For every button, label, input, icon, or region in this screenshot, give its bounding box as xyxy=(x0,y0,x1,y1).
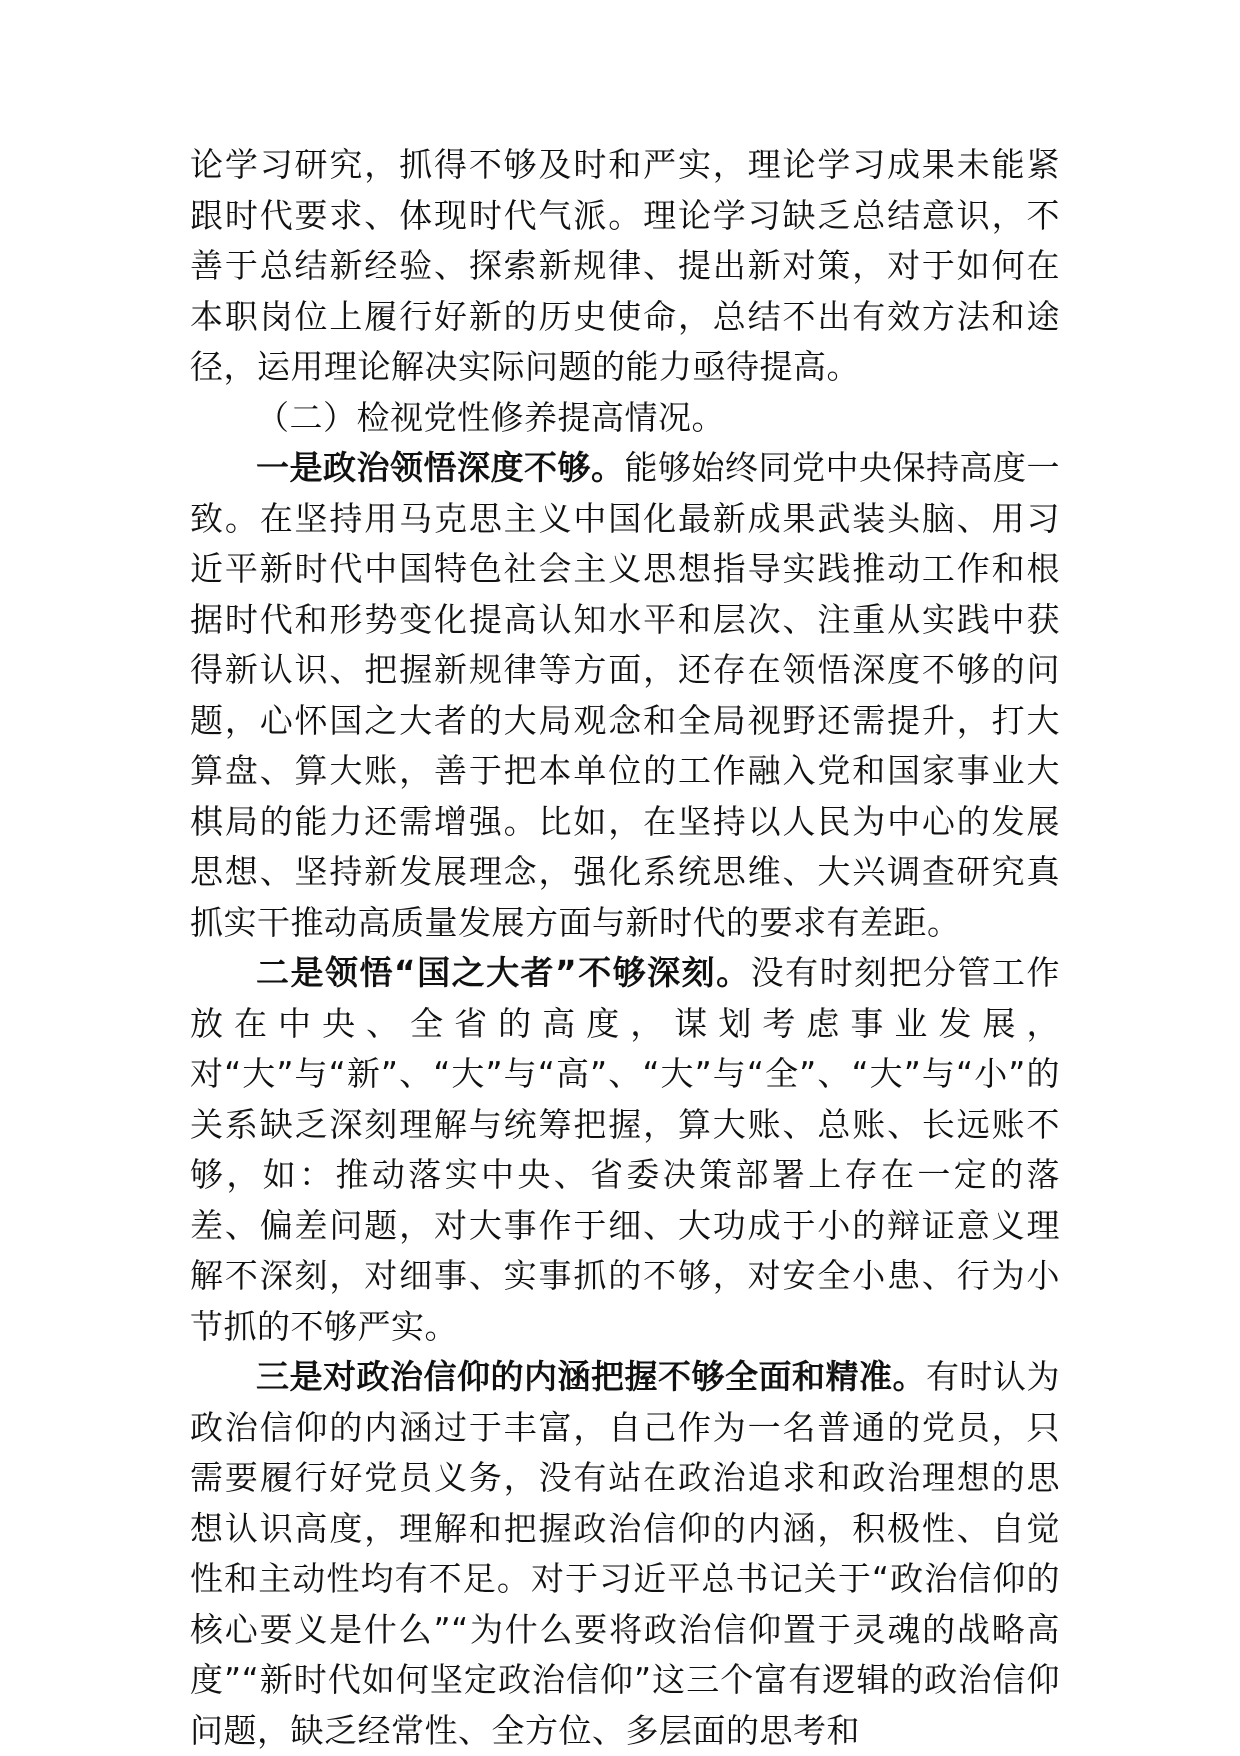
paragraph-text: 有时认为政治信仰的内涵过于丰富，自己作为一名普通的党员，只需要履行好党员义务，没有站在政治追求和政治理想的思想认识高度，理解和把握政治信仰的内涵，积极性、自觉性和主动性均有不足。对于习近平总书记关于“政治信仰的核心要义是什么”“为什么要将政治信仰置于灵魂的战略高度”“新时代如何坚定政治信仰”这三个富有逻辑的政治信仰问题，缺乏经常性、全方位、多层面的思考和 xyxy=(190,1357,1060,1750)
paragraph-continuation xyxy=(190,140,1060,393)
paragraph-lead: 二是领悟“国之大者”不够深刻。 xyxy=(256,953,751,992)
paragraph-item-2 xyxy=(190,948,1060,1352)
paragraph-lead: 三是对政治信仰的内涵把握不够全面和精准。 xyxy=(256,1357,926,1396)
paragraph-text: 能够始终同党中央保持高度一致。在坚持用马克思主义中国化最新成果武装头脑、用习近平新时代中国特色社会主义思想指导实践推动工作和根据时代和形势变化提高认知水平和层次、注重从实践中获得新认识、把握新规律等方面，还存在领悟深度不够的问题，心怀国之大者的大局观念和全局视野还需提升，打大算盘、算大账，善于把本单位的工作融入党和国家事业大棋局的能力还需增强。比如，在坚持以人民为中心的发展思想、坚持新发展理念，强化系统思维、大兴调查研究真抓实干推动高质量发展方面与新时代的要求有差距。 xyxy=(190,448,1060,942)
section-heading xyxy=(190,393,1060,444)
paragraph-item-3 xyxy=(190,1352,1060,1756)
paragraph-text: 论学习研究，抓得不够及时和严实，理论学习成果未能紧跟时代要求、体现时代气派。理论学习缺乏总结意识，不善于总结新经验、探索新规律、提出新对策，对于如何在本职岗位上履行好新的历史使命，总结不出有效方法和途径，运用理论解决实际问题的能力亟待提高。 xyxy=(190,145,1060,386)
paragraph-item-1 xyxy=(190,443,1060,948)
paragraph-text: 没有时刻把分管工作放在中央、全省的高度，谋划考虑事业发展，对“大”与“新”、“大”与“高”、“大”与“全”、“大”与“小”的关系缺乏深刻理解与统筹把握，算大账、总账、长远账不够，如：推动落实中央、省委决策部署上存在一定的落差、偏差问题，对大事作于细、大功成于小的辩证意义理解不深刻，对细事、实事抓的不够，对安全小患、行为小节抓的不够严实。 xyxy=(190,953,1060,1346)
document-page xyxy=(190,140,1060,1756)
section-heading-text: （二）检视党性修养提高情况。 xyxy=(256,397,725,437)
paragraph-lead: 一是政治领悟深度不够。 xyxy=(256,448,625,487)
